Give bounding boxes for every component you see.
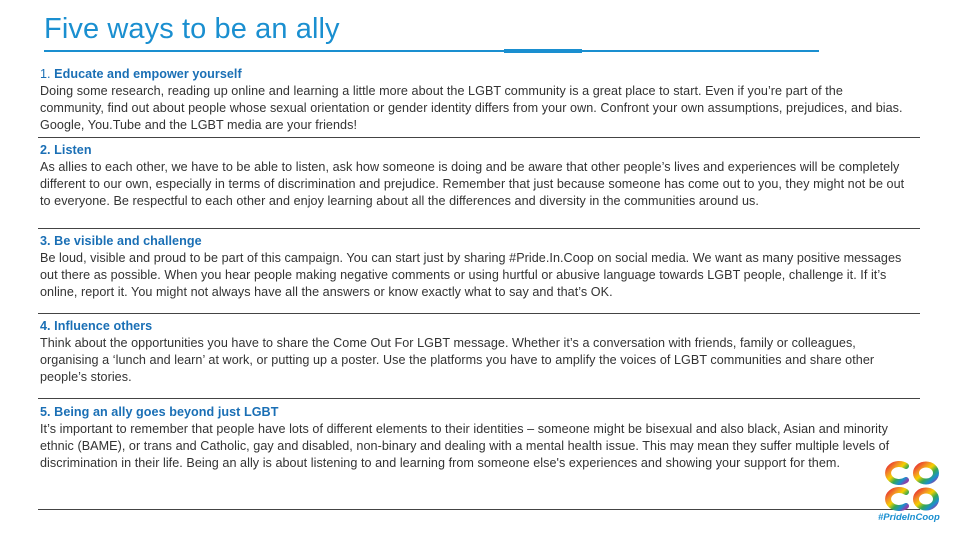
page-title: Five ways to be an ally xyxy=(44,13,340,45)
section-heading xyxy=(40,318,880,335)
section-title: Influence others xyxy=(54,319,153,333)
title-underline-accent xyxy=(504,49,582,53)
section-divider xyxy=(38,137,920,138)
section-heading xyxy=(40,404,914,421)
section-body: Think about the opportunities you have to share the Come Out For LGBT message. Whether it’s a conversation with friends, family or colleagues, organising a ‘lunch and learn’ at work, or putting up a poster. Use the platforms you have to amplify the voices of LGBT communities and share other people’s stories. xyxy=(40,336,875,384)
section-beyond xyxy=(40,404,914,472)
section-heading xyxy=(40,142,910,159)
section-educate xyxy=(40,66,910,134)
section-visible xyxy=(40,233,910,301)
section-title: Be visible and challenge xyxy=(54,234,202,248)
section-body: It’s important to remember that people have lots of different elements to their identities – someone might be bisexual and also black, Asian and minority ethnic (BAME), or trans and Catholic, gay and disabled, non-binary and dealing with a mental health issue. This may mean they suffer multiple levels of discrimination in their life. Being an ally is about listening to and learning from someone else's experiences and showing your support for them. xyxy=(40,422,890,470)
section-divider xyxy=(38,313,920,314)
section-number: 5. xyxy=(40,405,51,419)
section-body: Doing some research, reading up online and learning a little more about the LGBT community is a great place to start. Even if you’re part of the community, find out about people whose sexual orientation or gender identity differs from your own. Confront your own assumptions, prejudices, and bias. Google, You.Tube and the LGBT media are your friends! xyxy=(40,84,903,132)
section-number: 2. xyxy=(40,143,51,157)
section-influence xyxy=(40,318,880,386)
section-number: 4. xyxy=(40,319,51,333)
section-listen xyxy=(40,142,910,210)
section-divider xyxy=(38,398,920,399)
section-heading xyxy=(40,233,910,250)
coop-rainbow-logo-icon xyxy=(880,456,944,520)
section-title: Educate and empower yourself xyxy=(54,67,242,81)
section-divider xyxy=(38,509,920,510)
section-heading xyxy=(40,66,910,83)
logo-tagline: #PrideInCoop xyxy=(878,512,940,523)
title-underline xyxy=(44,50,819,52)
section-title: Being an ally goes beyond just LGBT xyxy=(54,405,279,419)
section-title: Listen xyxy=(54,143,92,157)
section-body: Be loud, visible and proud to be part of this campaign. You can start just by sharing #Pride.In.Coop on social media. We want as many positive messages out there as possible. When you hear people making negative comments or using hurtful or abusive language towards LGBT people, challenge it. If it’s online, report it. You might not always have all the answers or know exactly what to say and that’s OK. xyxy=(40,251,902,299)
section-divider xyxy=(38,228,920,229)
section-body: As allies to each other, we have to be able to listen, ask how someone is doing and be aware that other people’s lives and experiences will be completely different to our own, especially in terms of discrimination and prejudice. Remember that just because someone has come out to you, they might not be out to everyone. Be respectful to each other and enjoy learning about all the differences and diversity in the communities around us. xyxy=(40,160,905,208)
section-number: 3. xyxy=(40,234,51,248)
section-number: 1. xyxy=(40,67,51,81)
